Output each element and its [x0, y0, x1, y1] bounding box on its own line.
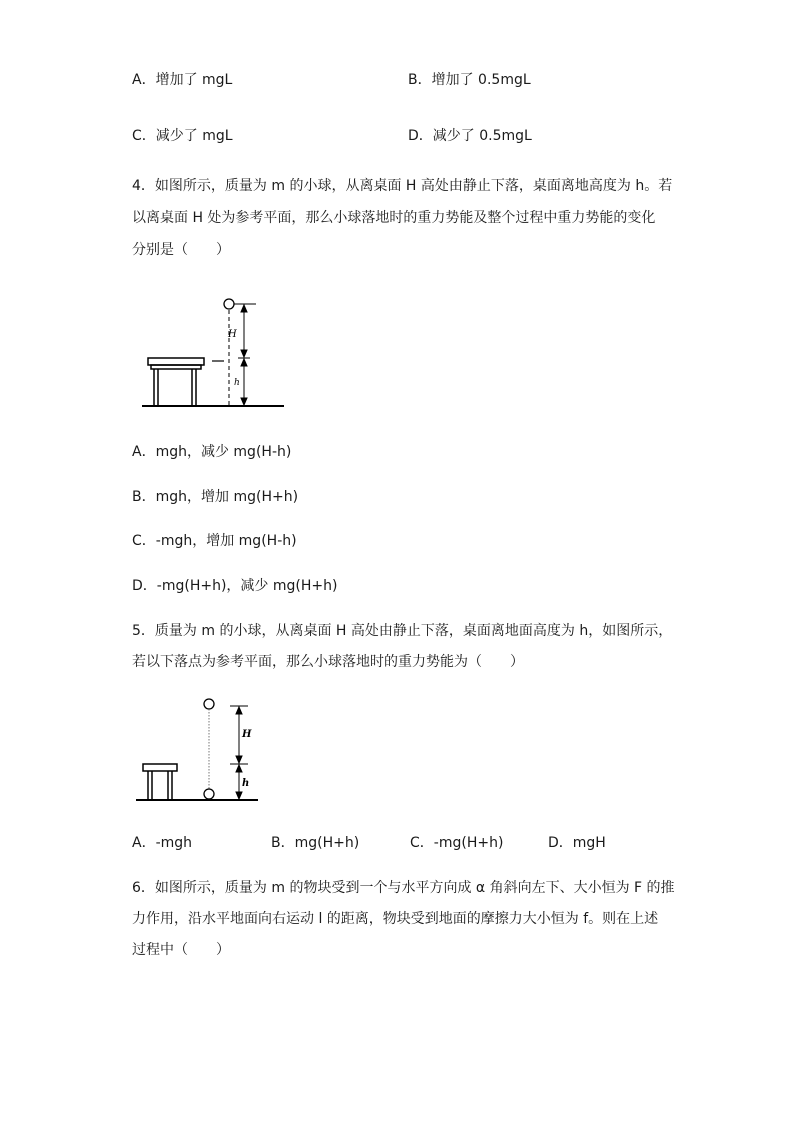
q4-label-H: H	[228, 329, 237, 340]
q4-option-c: C．-mgh，增加 mg(H-h)	[132, 533, 297, 549]
q6-stem-line2: 力作用，沿水平地面向右运动 l 的距离，物块受到地面的摩擦力大小恒为 f。则在上述	[132, 911, 659, 927]
q5-stem-line1: 5．质量为 m 的小球，从离桌面 H 高处由静止下落，桌面离地面高度为 h，如图所示，	[132, 623, 673, 639]
q5-figure	[134, 694, 264, 806]
q5-label-h: h	[242, 778, 250, 789]
q4-stem-line3: 分别是（ ）	[132, 242, 230, 258]
q6-stem-line3: 过程中（ ）	[132, 942, 230, 958]
q4-option-b: B．mgh，增加 mg(H+h)	[132, 489, 299, 505]
q5-option-c: C．-mg(H+h)	[410, 835, 504, 851]
q3-option-d: D．减少了 0.5mgL	[408, 128, 532, 144]
q5-option-a: A．-mgh	[132, 835, 193, 851]
q5-option-b: B．mg(H+h)	[271, 835, 360, 851]
q5-ball-start	[204, 699, 214, 709]
q4-table	[148, 358, 204, 406]
q6-stem-line1: 6．如图所示，质量为 m 的物块受到一个与水平方向成 α 角斜向左下、大小恒为 F 的推	[132, 880, 675, 896]
q4-figure	[140, 292, 290, 412]
q4-label-h: h	[234, 378, 240, 388]
q3-option-a: A．增加了 mgL	[132, 72, 233, 88]
q3-option-c: C．减少了 mgL	[132, 128, 233, 144]
q5-option-d: D．mgH	[548, 835, 606, 851]
q5-table	[143, 764, 177, 800]
q5-ball-ground	[204, 789, 214, 799]
q4-option-a: A．mgh，减少 mg(H-h)	[132, 444, 292, 460]
q5-label-H: H	[242, 729, 252, 740]
q4-dimension	[234, 304, 256, 406]
q4-stem-line1: 4．如图所示，质量为 m 的小球，从离桌面 H 高处由静止下落，桌面离地高度为 h。若	[132, 178, 673, 194]
q5-stem-line2: 若以下落点为参考平面，那么小球落地时的重力势能为（ ）	[132, 654, 524, 670]
q4-stem-line2: 以离桌面 H 处为参考平面，那么小球落地时的重力势能及整个过程中重力势能的变化	[132, 210, 656, 226]
q4-ball	[224, 299, 234, 309]
q3-option-b: B．增加了 0.5mgL	[408, 72, 531, 88]
q4-option-d: D．-mg(H+h)，减少 mg(H+h)	[132, 578, 338, 594]
